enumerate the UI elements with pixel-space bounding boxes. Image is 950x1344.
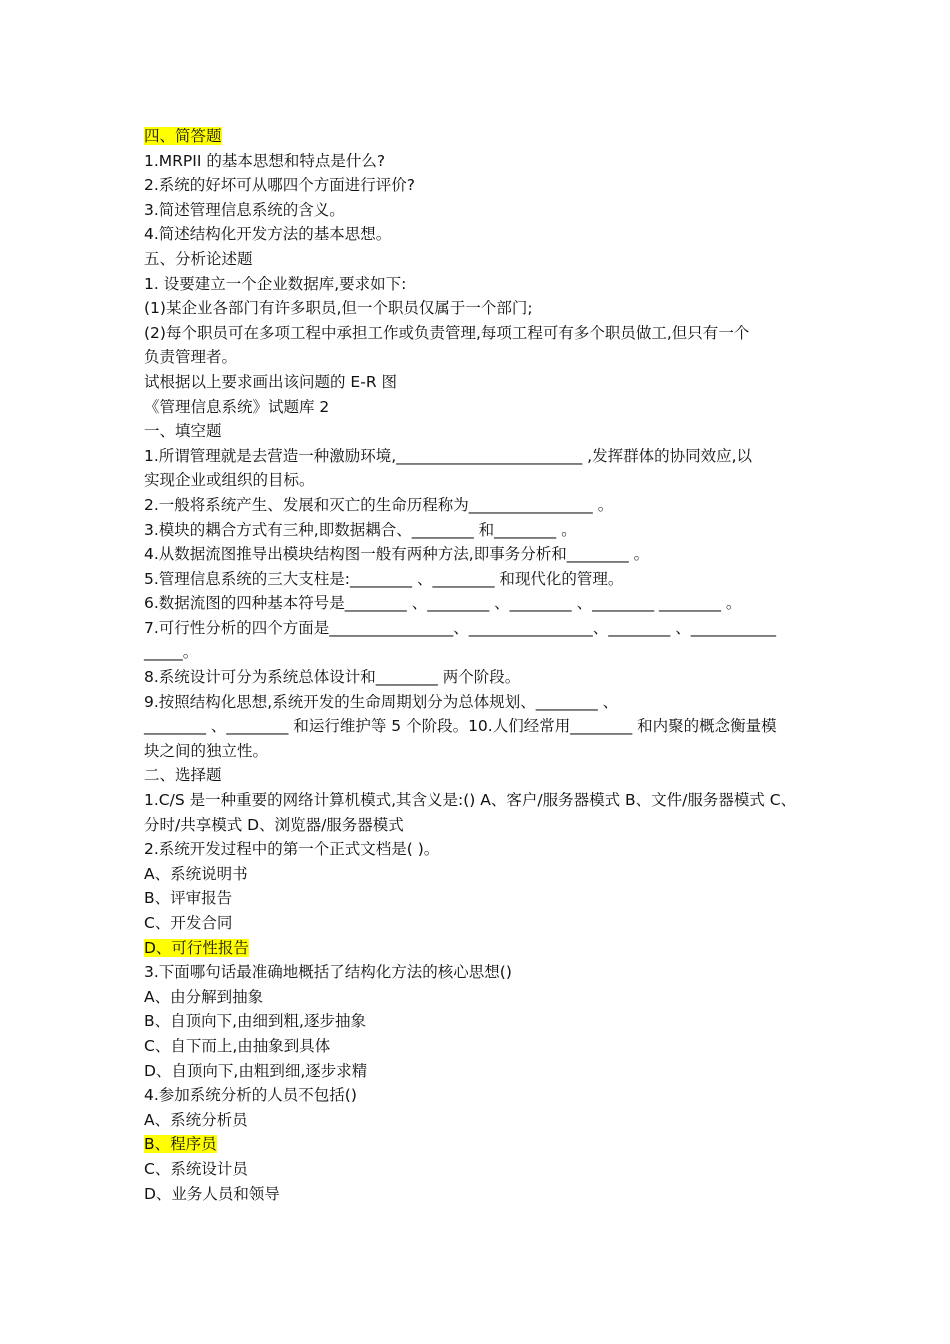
answer-option: A、系统分析员 <box>144 1110 248 1129</box>
question-line: 4.简述结构化开发方法的基本思想。 <box>144 225 392 244</box>
question-line: 2.一般将系统产生、发展和灭亡的生命历程称为________________ 。 <box>144 495 614 514</box>
test-bank-title: 《管理信息系统》试题库 2 <box>144 397 330 416</box>
question-line: 9.按照结构化思想,系统开发的生命周期划分为总体规划、________ 、 <box>144 692 619 711</box>
question-line: 8.系统设计可分为系统总体设计和________ 两个阶段。 <box>144 668 521 687</box>
question-line: 3.模块的耦合方式有三种,即数据耦合、________ 和________ 。 <box>144 520 577 539</box>
question-line: 试根据以上要求画出该问题的 E-R 图 <box>144 372 398 391</box>
question-line: (2)每个职员可在多项工程中承担工作或负责管理,每项工程可有多个职员做工,但只有一个 <box>144 323 750 342</box>
question-line: 3.下面哪句话最准确地概括了结构化方法的核心思想() <box>144 963 512 982</box>
question-line: 分时/共享模式 D、浏览器/服务器模式 <box>144 815 404 834</box>
answer-option: A、由分解到抽象 <box>144 987 264 1006</box>
answer-option: D、业务人员和领导 <box>144 1184 280 1203</box>
question-line: 1.C/S 是一种重要的网络计算机模式,其含义是:() A、客户/服务器模式 B、文件/服务器模式 C、 <box>144 791 797 810</box>
question-line: ________ 、________ 和运行维护等 5 个阶段。10.人们经常用________ 和内聚的概念衡量模 <box>144 717 777 736</box>
question-line: 负责管理者。 <box>144 348 238 367</box>
question-line: 4.参加系统分析的人员不包括() <box>144 1086 357 1105</box>
document-body <box>144 124 812 1206</box>
section-heading-short-answer: 四、简答题 <box>144 127 222 145</box>
answer-option: C、自下而上,由抽象到具体 <box>144 1036 331 1055</box>
answer-option: B、评审报告 <box>144 889 233 908</box>
section-heading-fill-blank: 一、填空题 <box>144 422 222 441</box>
section-heading-analysis: 五、分析论述题 <box>144 249 253 268</box>
question-line: 1. 设要建立一个企业数据库,要求如下: <box>144 274 407 293</box>
question-line: 1.MRPII 的基本思想和特点是什么? <box>144 151 386 170</box>
question-line: _____。 <box>144 643 199 662</box>
answer-option: C、开发合同 <box>144 914 233 932</box>
answer-option: C、系统设计员 <box>144 1159 248 1178</box>
question-line: 实现企业或组织的目标。 <box>144 471 315 490</box>
question-line: (1)某企业各部门有许多职员,但一个职员仅属于一个部门; <box>144 299 533 318</box>
highlighted-answer-option: B、程序员 <box>144 1135 217 1154</box>
question-line: 6.数据流图的四种基本符号是________ 、________ 、________ 、________ ________ 。 <box>144 594 742 613</box>
question-line: 3.简述管理信息系统的含义。 <box>144 200 345 219</box>
question-line: 7.可行性分析的四个方面是________________、________________、________ 、___________ <box>144 618 776 637</box>
answer-option: D、自顶向下,由粗到细,逐步求精 <box>144 1061 368 1080</box>
question-line: 2.系统的好坏可从哪四个方面进行评价? <box>144 176 416 195</box>
answer-option: B、自顶向下,由细到粗,逐步抽象 <box>144 1012 366 1031</box>
highlighted-answer-option: D、可行性报告 <box>144 938 249 957</box>
question-line: 1.所谓管理就是去营造一种激励环境,________________________ ,发挥群体的协同效应,以 <box>144 446 752 465</box>
answer-option: A、系统说明书 <box>144 864 248 883</box>
question-line: 2.系统开发过程中的第一个正式文档是( )。 <box>144 840 440 859</box>
question-line: 块之间的独立性。 <box>144 741 269 760</box>
section-heading-multiple-choice: 二、选择题 <box>144 766 222 785</box>
question-line: 5.管理信息系统的三大支柱是:________ 、________ 和现代化的管理。 <box>144 569 624 588</box>
question-line: 4.从数据流图推导出模块结构图一般有两种方法,即事务分析和________ 。 <box>144 545 650 564</box>
